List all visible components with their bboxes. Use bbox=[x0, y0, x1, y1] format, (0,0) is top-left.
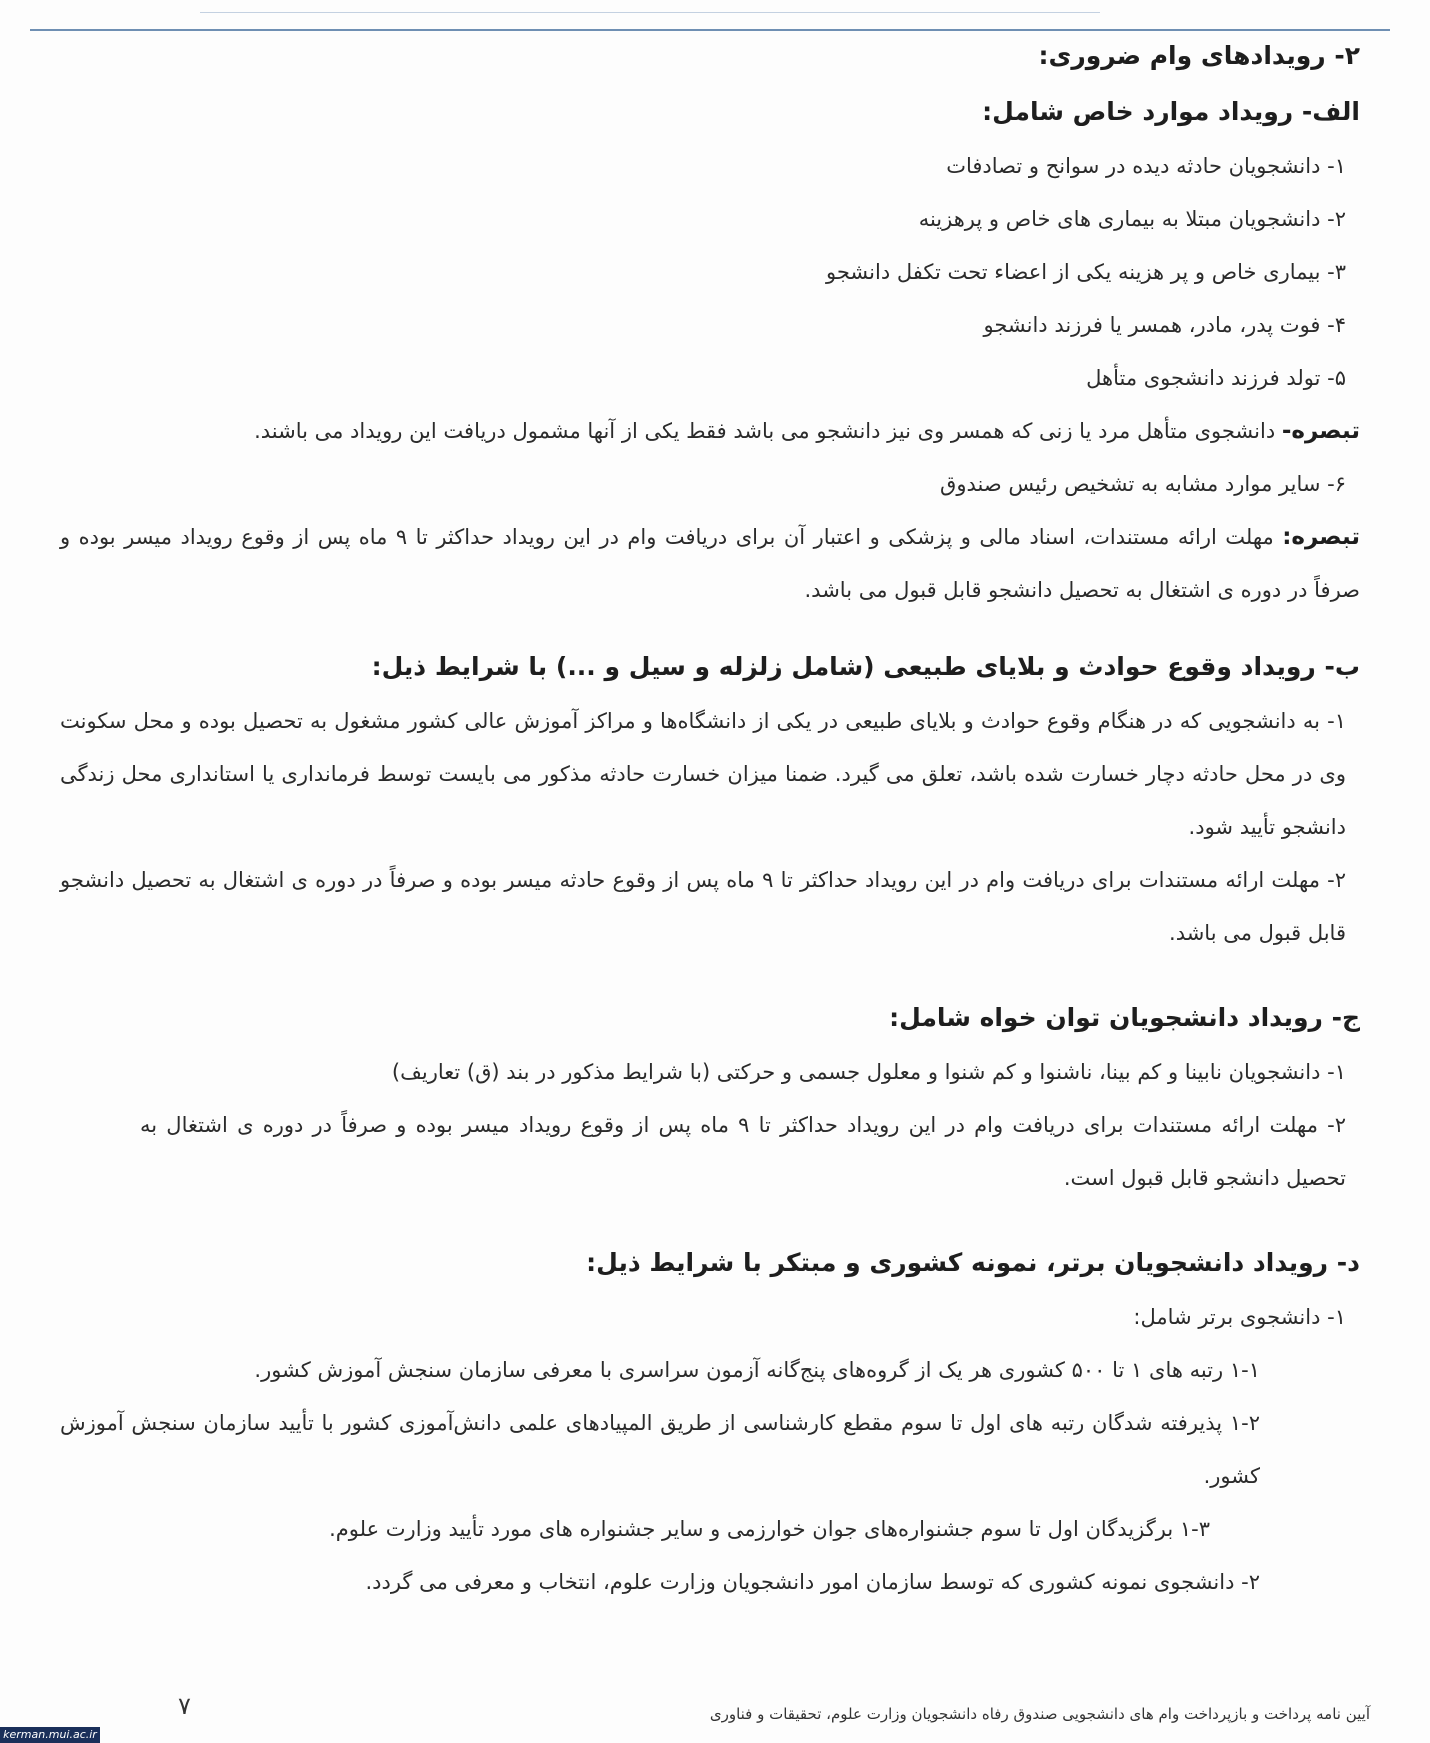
part-d-subitem: ۱-۲ پذیرفته شدگان رتبه های اول تا سوم مقطع کارشناسی از طریق المپیادهای علمی دانش‌آموزی کشور با تأیید سازمان سنجش آموزش کشور. bbox=[60, 1411, 1260, 1488]
spacer bbox=[60, 960, 1360, 990]
note-text: دانشجوی متأهل مرد یا زنی که همسر وی نیز دانشجو می باشد فقط یکی از آنها مشمول دریافت این رویداد می باشند. bbox=[254, 419, 1282, 443]
part-d-subitem: ۱-۱ رتبه های ۱ تا ۵۰۰ کشوری هر یک از گروه‌های پنج‌گانه آزمون سراسری با معرفی سازمان سنجش آموزش کشور. bbox=[254, 1358, 1260, 1382]
part-b-title: ب- رویداد وقوع حوادث و بلایای طبیعی (شامل زلزله و سیل و ...) با شرایط ذیل: bbox=[371, 652, 1360, 681]
part-a-note bbox=[60, 511, 1360, 617]
part-a-item: ۳- بیماری خاص و پر هزینه یکی از اعضاء تحت تکفل دانشجو bbox=[826, 260, 1346, 284]
part-a-item: ۱- دانشجویان حادثه دیده در سوانح و تصادفات bbox=[946, 154, 1346, 178]
part-c-item: ۲- مهلت ارائه مستندات برای دریافت وام در این رویداد حداکثر تا ۹ ماه پس از وقوع رویداد میسر بوده و صرفاً در دوره ی اشتغال به تحصیل دانشجو قابل قبول است. bbox=[140, 1113, 1347, 1190]
part-d-title: د- رویداد دانشجویان برتر، نمونه کشوری و مبتکر با شرایط ذیل: bbox=[586, 1248, 1360, 1277]
part-a-note bbox=[60, 405, 1360, 458]
document-body bbox=[60, 28, 1360, 1609]
part-a-item: ۵- تولد فرزند دانشجوی متأهل bbox=[1086, 366, 1346, 390]
section-title: ۲- رویدادهای وام ضروری: bbox=[1038, 41, 1360, 70]
note-text: مهلت ارائه مستندات، اسناد مالی و پزشکی و اعتبار آن برای دریافت وام در این رویداد حداکثر تا ۹ ماه پس از وقوع رویداد میسر بوده و صرفاً در دوره ی اشتغال به تحصیل دانشجو قابل قبول می باشد. bbox=[60, 525, 1360, 602]
part-c-item: ۱- دانشجویان نابینا و کم بینا، ناشنوا و کم شنوا و معلول جسمی و حرکتی (با شرایط مذکور در بند (ق) تعاریف) bbox=[391, 1060, 1346, 1084]
top-divider-thin bbox=[200, 12, 1100, 13]
footer-text: آیین نامه پرداخت و بازپرداخت وام های دانشجویی صندوق رفاه دانشجویان وزارت علوم، تحقیقات و فناوری bbox=[709, 1705, 1370, 1723]
spacer bbox=[60, 617, 1360, 639]
part-b-item: ۱- به دانشجویی که در هنگام وقوع حوادث و بلایای طبیعی در یکی از دانشگاه‌ها و مراکز آموزش عالی کشور مشغول به تحصیل بوده و محل سکونت وی در محل حادثه دچار خسارت شده باشد، تعلق می گیرد. ضمنا میزان خسارت حادثه مذکور می بایست توسط فرمانداری یا استانداری محل زندگی دانشجو تأیید شود. bbox=[60, 709, 1346, 839]
part-d-item: ۲- دانشجوی نمونه کشوری که توسط سازمان امور دانشجویان وزارت علوم، انتخاب و معرفی می گردد. bbox=[365, 1570, 1260, 1594]
part-a-title: الف- رویداد موارد خاص شامل: bbox=[982, 97, 1360, 126]
part-a-item: ۲- دانشجویان مبتلا به بیماری های خاص و پرهزینه bbox=[918, 207, 1346, 231]
part-d-item: ۱- دانشجوی برتر شامل: bbox=[1133, 1305, 1346, 1329]
part-d-subitem: ۱-۳ برگزیدگان اول تا سوم جشنواره‌های جوان خوارزمی و سایر جشنواره های مورد تأیید وزارت علوم. bbox=[329, 1517, 1210, 1541]
part-b-item: ۲- مهلت ارائه مستندات برای دریافت وام در این رویداد حداکثر تا ۹ ماه پس از وقوع حادثه میسر بوده و صرفاً در دوره ی اشتغال به تحصیل دانشجو قابل قبول می باشد. bbox=[60, 868, 1347, 945]
part-a-item: ۴- فوت پدر، مادر، همسر یا فرزند دانشجو bbox=[983, 313, 1346, 337]
page-number: ۷ bbox=[178, 1692, 191, 1720]
note-label: تبصره- bbox=[1281, 418, 1360, 444]
part-a-item: ۶- سایر موارد مشابه به تشخیص رئیس صندوق bbox=[940, 472, 1346, 496]
note-label: تبصره: bbox=[1282, 524, 1360, 550]
watermark-label: kerman.mui.ac.ir bbox=[0, 1727, 100, 1743]
part-c-title: ج- رویداد دانشجویان توان خواه شامل: bbox=[889, 1003, 1360, 1032]
spacer bbox=[60, 1205, 1360, 1235]
